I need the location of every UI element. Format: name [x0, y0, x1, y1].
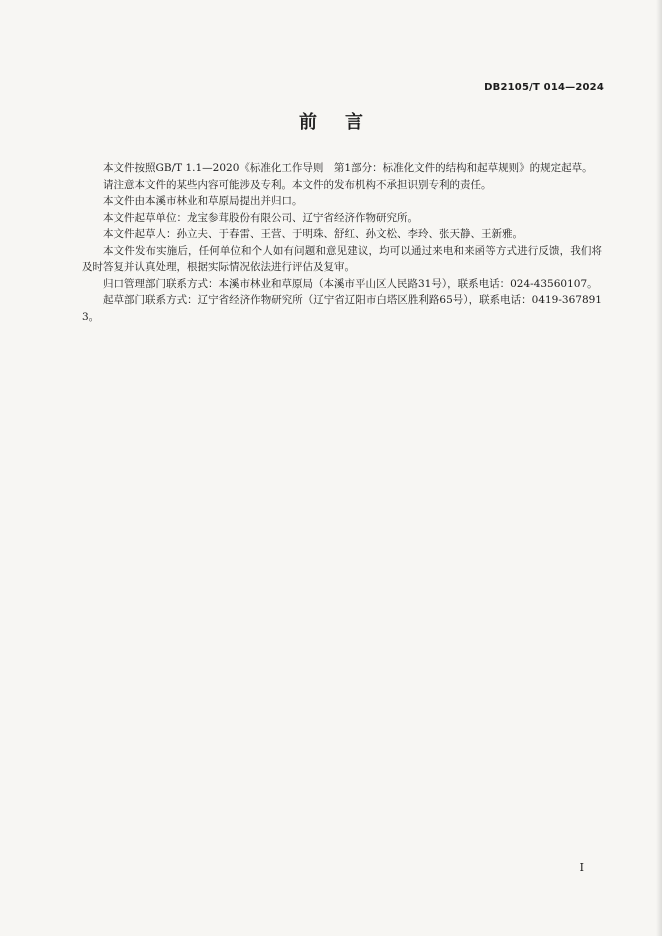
page-number: I [579, 861, 584, 874]
foreword-body [82, 160, 602, 325]
paragraph-admin-contact: 归口管理部门联系方式：本溪市林业和草原局（本溪市平山区人民路31号），联系电话：024-43560107。 [103, 277, 598, 290]
document-code: DB2105/T 014—2024 [484, 82, 604, 93]
paragraph-proposer: 本文件由本溪市林业和草原局提出并归口。 [103, 195, 303, 207]
page-edge-shadow [656, 0, 662, 936]
paragraph-feedback: 本文件发布实施后，任何单位和个人如有问题和意见建议，均可以通过来电和来函等方式进行反馈，我们将及时答复并认真处理，根据实际情况依法进行评估及复审。 [82, 244, 602, 273]
paragraph-patent-notice: 请注意本文件的某些内容可能涉及专利。本文件的发布机构不承担识别专利的责任。 [103, 178, 492, 191]
page-title: 前言 [299, 112, 391, 133]
paragraph-drafting-units: 本文件起草单位：龙宝参茸股份有限公司、辽宁省经济作物研究所。 [103, 211, 418, 224]
paragraph-drafter-contact: 起草部门联系方式：辽宁省经济作物研究所（辽宁省辽阳市白塔区胜利路65号），联系电话：0419-3678913。 [82, 294, 602, 323]
paragraph-drafting-rules: 本文件按照GB/T 1.1—2020《标准化工作导则 第1部分：标准化文件的结构和起草规则》的规定起草。 [103, 162, 593, 174]
paragraph-drafters: 本文件起草人：孙立夫、于春雷、王营、于明珠、舒红、孙文松、李玲、张天静、王新雅。 [103, 228, 523, 240]
